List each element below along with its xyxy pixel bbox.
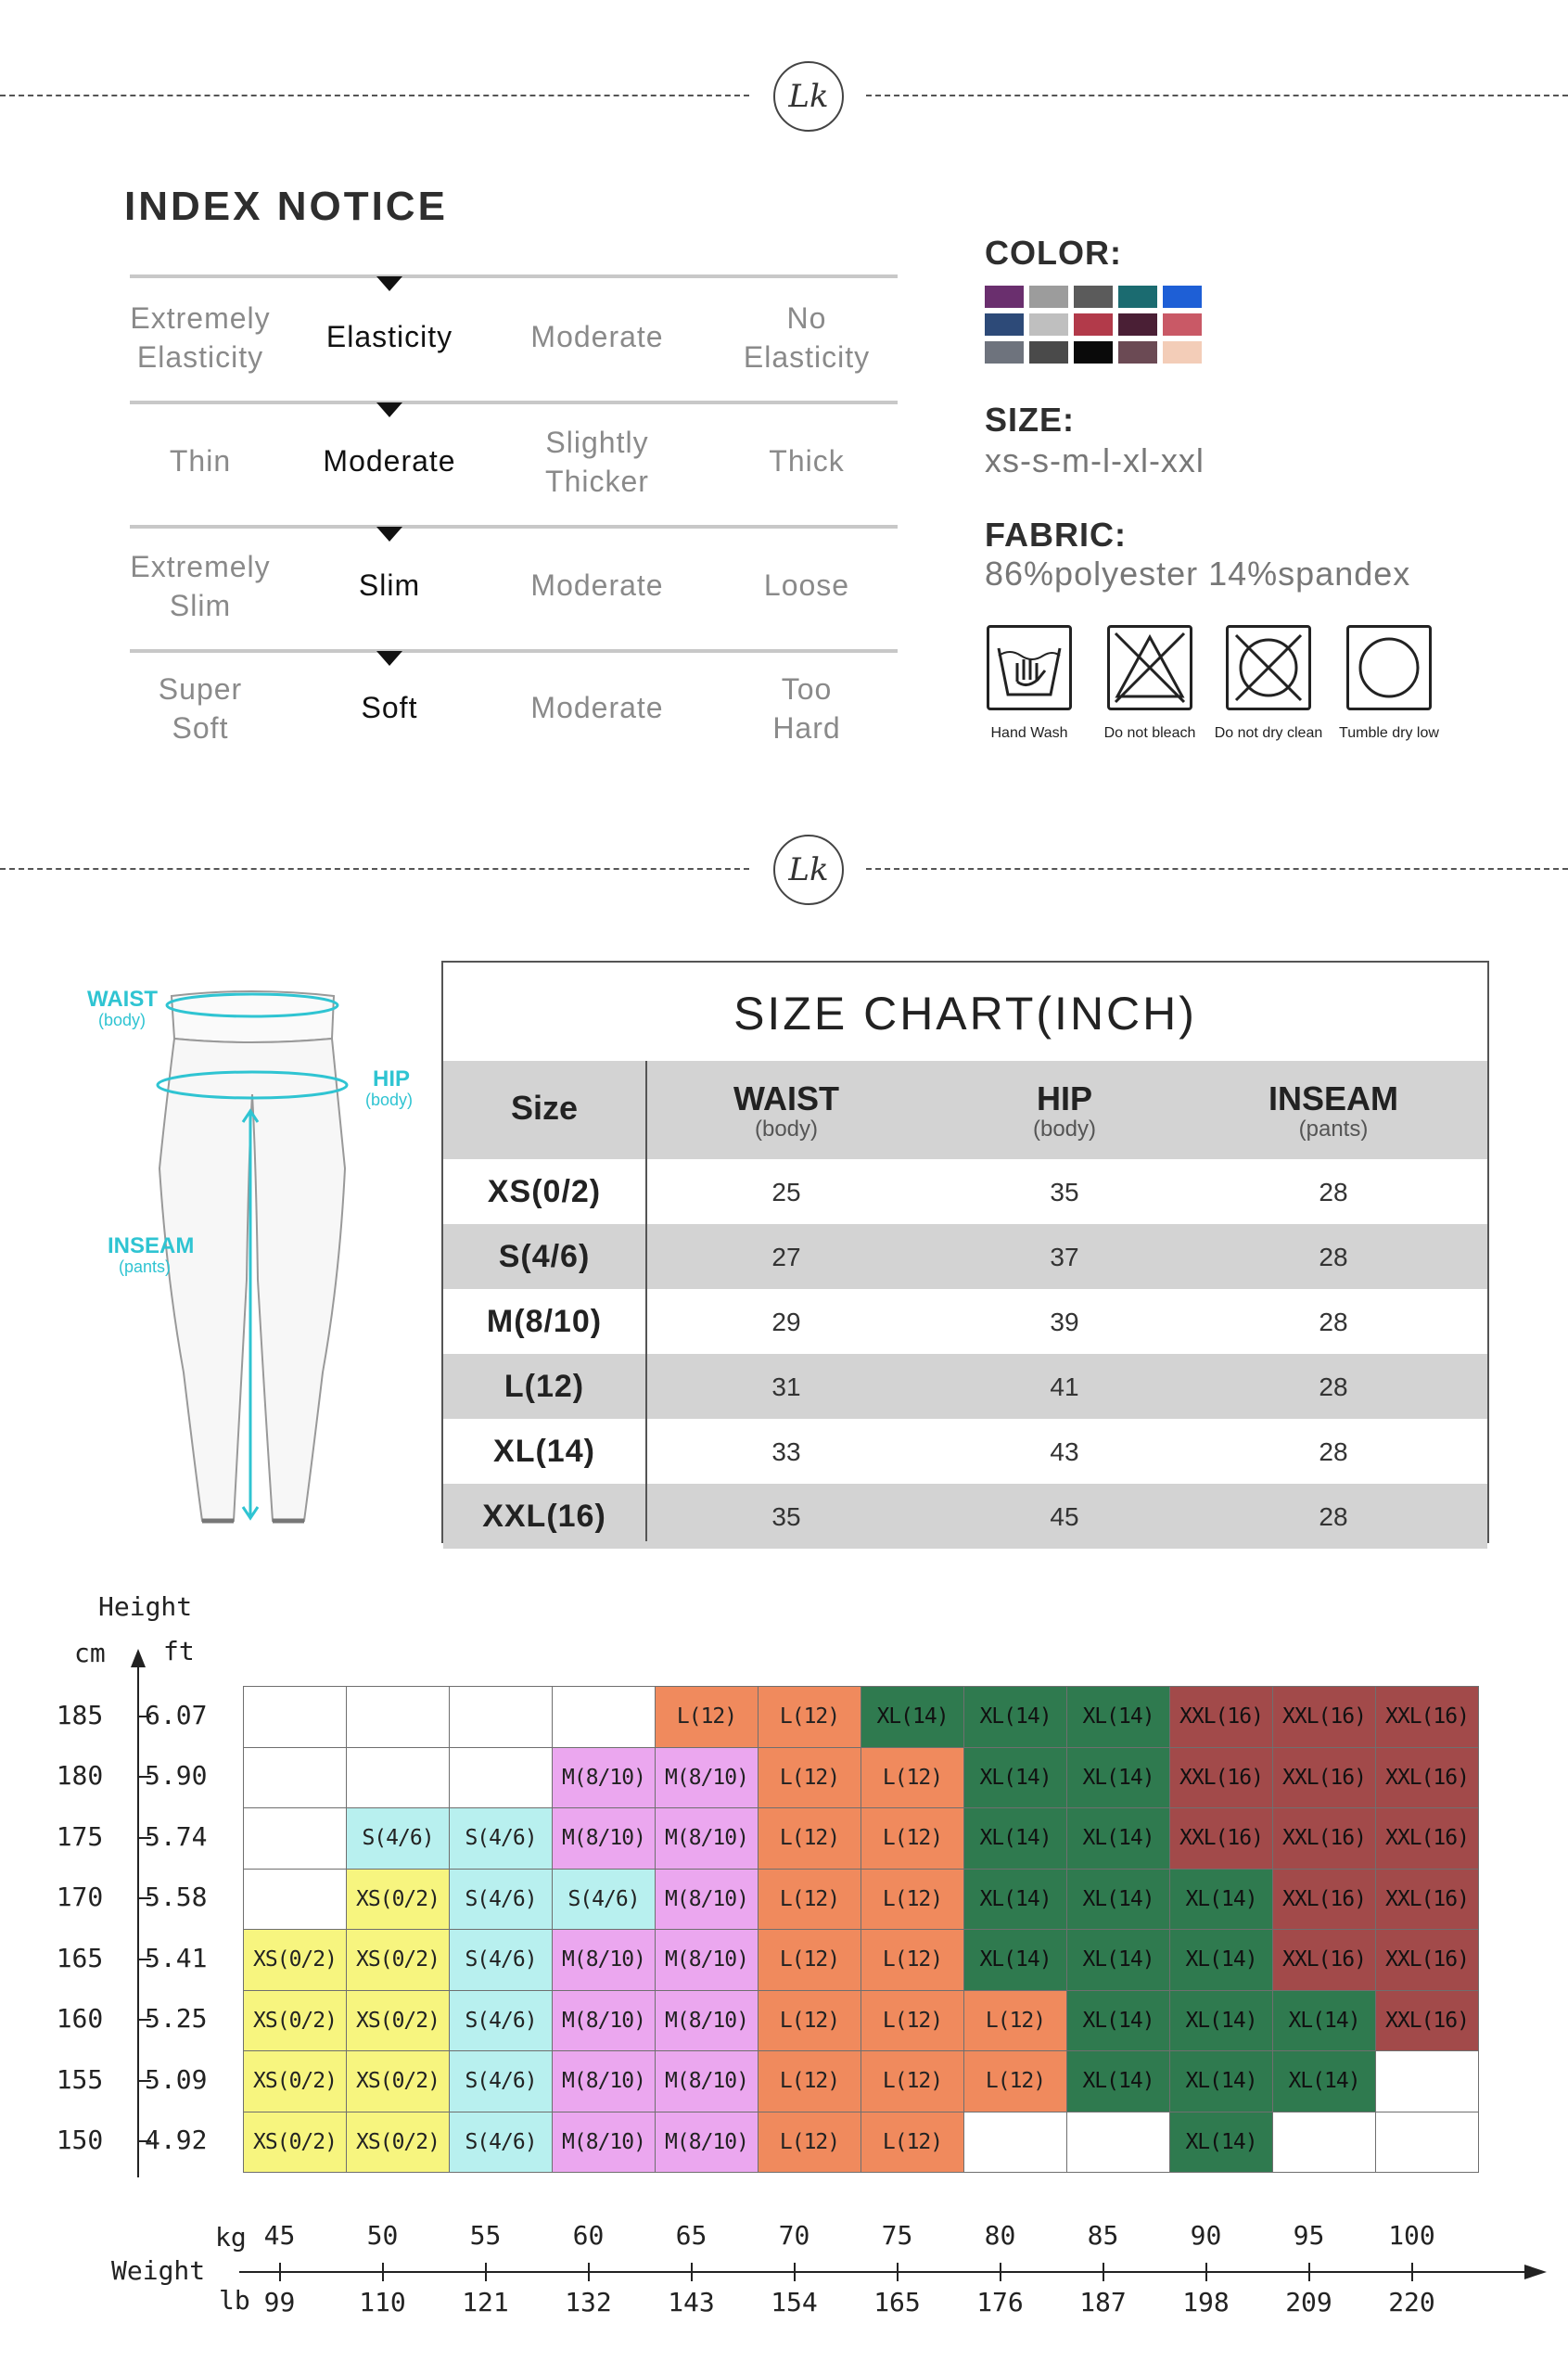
hip-cell: 37 [1050, 1243, 1079, 1271]
grid-cell: L(12) [758, 1747, 861, 1809]
height-ft-tick: 4.92 [145, 2125, 208, 2156]
size-cell: S(4/6) [498, 1239, 591, 1274]
grid-cell: XL(14) [1066, 1686, 1170, 1748]
height-ft-tick: 5.58 [145, 1882, 208, 1913]
selected-indicator-icon [376, 527, 402, 542]
grid-cell: L(12) [758, 1990, 861, 2052]
index-option: Moderate [530, 320, 664, 353]
grid-cell [449, 1747, 553, 1809]
hip-cell: 45 [1050, 1502, 1079, 1531]
index-option: Thin [169, 444, 232, 478]
color-swatch [1118, 286, 1157, 308]
index-option: Super Soft [158, 672, 243, 745]
grid-cell: XL(14) [1066, 1990, 1170, 2052]
index-row-line [130, 274, 898, 278]
selected-indicator-icon [376, 402, 402, 417]
grid-cell: XL(14) [1066, 1807, 1170, 1870]
inseam-cell: 28 [1319, 1502, 1348, 1531]
waist-label: WAIST [87, 987, 158, 1012]
grid-cell: S(4/6) [449, 1807, 553, 1870]
weight-tick-mark [1205, 2263, 1207, 2281]
grid-cell: XL(14) [1066, 1869, 1170, 1931]
index-row-line [130, 401, 898, 404]
size-column-divider [645, 1061, 647, 1541]
grid-cell [346, 1686, 450, 1748]
table-row [443, 1419, 1487, 1484]
weight-lb-tick: 99 [263, 2287, 296, 2317]
color-swatch [1163, 341, 1202, 364]
color-swatch [985, 341, 1024, 364]
weight-lb-tick: 132 [565, 2287, 612, 2317]
grid-cell: XS(0/2) [346, 2050, 450, 2112]
size-label: SIZE: [985, 401, 1076, 439]
color-swatch [1163, 313, 1202, 336]
grid-cell: L(12) [860, 1747, 964, 1809]
grid-cell: M(8/10) [655, 1929, 759, 1991]
grid-cell: M(8/10) [655, 2050, 759, 2112]
grid-cell: L(12) [860, 2112, 964, 2174]
grid-cell: XL(14) [1169, 1869, 1273, 1931]
index-option: Slightly Thicker [545, 426, 649, 498]
header-inseam-sub: (pants) [1298, 1117, 1369, 1142]
table-row [443, 1484, 1487, 1549]
grid-cell: XS(0/2) [346, 1869, 450, 1931]
lb-unit-label: lb [219, 2285, 250, 2316]
index-option: Soft [361, 691, 418, 724]
care-label-hand-wash: Hand Wash [990, 725, 1068, 741]
grid-cell: L(12) [758, 1807, 861, 1870]
inseam-sub-label: (pants) [119, 1257, 172, 1276]
weight-lb-tick: 165 [873, 2287, 921, 2317]
header-hip-sub: (body) [1032, 1117, 1097, 1142]
header-size: Size [510, 1089, 579, 1127]
grid-cell: XL(14) [1169, 2050, 1273, 2112]
grid-cell: XXL(16) [1375, 1990, 1479, 2052]
table-row [443, 1289, 1487, 1354]
weight-tick-mark [588, 2263, 590, 2281]
header-hip: HIP [1036, 1079, 1092, 1117]
grid-cell: L(12) [860, 1869, 964, 1931]
weight-lb-tick: 187 [1079, 2287, 1127, 2317]
divider-right-mid [866, 868, 1568, 870]
grid-cell: XXL(16) [1375, 1686, 1479, 1748]
hip-label: HIP [373, 1066, 411, 1091]
color-swatch [985, 286, 1024, 308]
size-cell: XL(14) [493, 1434, 595, 1469]
grid-cell [449, 1686, 553, 1748]
color-swatch [1118, 341, 1157, 364]
grid-cell [552, 1686, 656, 1748]
size-cell: XS(0/2) [487, 1174, 602, 1209]
grid-cell: XS(0/2) [346, 2112, 450, 2174]
grid-cell: XS(0/2) [243, 2112, 347, 2174]
grid-cell: L(12) [963, 2050, 1067, 2112]
grid-cell: XS(0/2) [243, 1929, 347, 1991]
grid-cell: M(8/10) [552, 1747, 656, 1809]
height-cm-tick: 165 [56, 1942, 104, 1973]
grid-cell: XXL(16) [1272, 1807, 1376, 1870]
weight-tick-mark [794, 2263, 796, 2281]
height-axis-label: Height [98, 1591, 193, 1622]
do-not-bleach-icon [1107, 625, 1192, 710]
grid-cell: XL(14) [1066, 1929, 1170, 1991]
inseam-cell: 28 [1319, 1243, 1348, 1271]
weight-lb-tick: 198 [1182, 2287, 1230, 2317]
brand-logo-text: Lk [788, 851, 829, 888]
tumble-dry-low-icon [1346, 625, 1432, 710]
grid-cell: XXL(16) [1169, 1686, 1273, 1748]
index-option: Elasticity [325, 320, 453, 353]
weight-lb-tick: 209 [1285, 2287, 1332, 2317]
grid-cell: XXL(16) [1272, 1747, 1376, 1809]
weight-kg-tick: 95 [1293, 2220, 1325, 2251]
grid-cell: S(4/6) [449, 1990, 553, 2052]
weight-lb-tick: 143 [668, 2287, 715, 2317]
color-swatch [1074, 286, 1113, 308]
index-option: Too Hard [772, 672, 841, 745]
size-cell: M(8/10) [486, 1304, 603, 1339]
color-label: COLOR: [985, 234, 1122, 272]
grid-cell: M(8/10) [552, 2112, 656, 2174]
grid-cell: XL(14) [1169, 2112, 1273, 2174]
waist-cell: 27 [771, 1243, 801, 1271]
weight-tick-mark [1308, 2263, 1310, 2281]
grid-cell: XL(14) [963, 1807, 1067, 1870]
inseam-cell: 28 [1319, 1437, 1348, 1466]
size-value: xs-s-m-l-xl-xxl [985, 441, 1205, 479]
care-label-tumble-dry: Tumble dry low [1339, 725, 1439, 741]
grid-cell: M(8/10) [655, 1807, 759, 1870]
selected-indicator-icon [376, 276, 402, 291]
divider-left-top [0, 95, 749, 96]
header-waist-sub: (body) [754, 1117, 819, 1142]
divider-right-top [866, 95, 1568, 96]
index-option: Slim [358, 568, 421, 602]
grid-cell: L(12) [758, 2112, 861, 2174]
weight-tick-mark [382, 2263, 384, 2281]
grid-cell [243, 1869, 347, 1931]
grid-cell: L(12) [655, 1686, 759, 1748]
grid-cell: XL(14) [963, 1686, 1067, 1748]
weight-axis-label: Weight [111, 2255, 206, 2286]
grid-cell [243, 1747, 347, 1809]
grid-cell: XL(14) [963, 1929, 1067, 1991]
hip-cell: 35 [1050, 1178, 1079, 1206]
size-chart-title: SIZE CHART(INCH) [733, 988, 1197, 1040]
weight-tick-mark [485, 2263, 487, 2281]
grid-cell: XXL(16) [1272, 1869, 1376, 1931]
weight-kg-tick: 55 [469, 2220, 502, 2251]
height-ft-tick: 6.07 [145, 1699, 208, 1730]
waist-cell: 25 [771, 1178, 801, 1206]
height-cm-tick: 185 [56, 1699, 104, 1730]
grid-cell: M(8/10) [655, 1869, 759, 1931]
weight-kg-tick: 65 [675, 2220, 708, 2251]
grid-cell: XXL(16) [1169, 1807, 1273, 1870]
do-not-dry-clean-icon [1226, 625, 1311, 710]
height-ft-tick: 5.74 [145, 1820, 208, 1852]
brand-logo-mid [773, 835, 844, 905]
index-option: Thick [769, 444, 845, 478]
color-swatch [985, 313, 1024, 336]
grid-cell: S(4/6) [449, 1869, 553, 1931]
height-ft-tick: 5.25 [145, 2003, 208, 2035]
grid-cell: XS(0/2) [346, 1929, 450, 1991]
care-label-no-dry-clean: Do not dry clean [1214, 725, 1323, 741]
kg-unit-label: kg [215, 2222, 247, 2253]
color-swatch [1074, 313, 1113, 336]
waist-sub-label: (body) [98, 1011, 147, 1029]
grid-cell: M(8/10) [552, 1807, 656, 1870]
grid-cell: XXL(16) [1272, 1929, 1376, 1991]
color-swatch [1029, 286, 1068, 308]
care-label-no-bleach: Do not bleach [1103, 725, 1196, 741]
weight-kg-tick: 45 [263, 2220, 296, 2251]
grid-cell: XL(14) [1066, 2050, 1170, 2112]
index-option: No Elasticity [743, 301, 871, 374]
weight-kg-tick: 60 [572, 2220, 605, 2251]
waist-cell: 29 [771, 1308, 801, 1336]
fabric-label: FABRIC: [985, 516, 1127, 554]
weight-kg-tick: 80 [984, 2220, 1016, 2251]
weight-kg-tick: 70 [778, 2220, 810, 2251]
table-row [443, 1159, 1487, 1224]
inseam-label: INSEAM [108, 1233, 195, 1258]
height-ft-tick: 5.09 [145, 2063, 208, 2095]
grid-cell: S(4/6) [346, 1807, 450, 1870]
cm-unit-label: cm [74, 1638, 106, 1668]
header-waist: WAIST [733, 1079, 839, 1117]
grid-cell: S(4/6) [449, 2050, 553, 2112]
waist-cell: 31 [771, 1372, 801, 1401]
grid-cell [1066, 2112, 1170, 2174]
weight-kg-tick: 85 [1087, 2220, 1119, 2251]
grid-cell: S(4/6) [449, 1929, 553, 1991]
color-swatch [1029, 341, 1068, 364]
height-cm-tick: 170 [56, 1882, 104, 1913]
weight-kg-tick: 100 [1388, 2220, 1435, 2251]
grid-cell: S(4/6) [449, 2112, 553, 2174]
size-cell: L(12) [504, 1369, 585, 1404]
height-cm-tick: 160 [56, 2003, 104, 2035]
inseam-cell: 28 [1319, 1372, 1348, 1401]
fabric-value: 86%polyester 14%spandex [985, 555, 1411, 593]
ft-unit-label: ft [163, 1636, 195, 1666]
grid-cell: M(8/10) [655, 1990, 759, 2052]
grid-cell: S(4/6) [552, 1869, 656, 1931]
height-cm-tick: 180 [56, 1760, 104, 1792]
color-swatch [1163, 286, 1202, 308]
weight-kg-tick: 75 [881, 2220, 913, 2251]
brand-logo-top [773, 61, 844, 132]
grid-cell: XXL(16) [1375, 1869, 1479, 1931]
grid-cell: L(12) [758, 2050, 861, 2112]
weight-lb-tick: 176 [976, 2287, 1024, 2317]
grid-cell: L(12) [860, 1929, 964, 1991]
grid-cell: L(12) [758, 1929, 861, 1991]
grid-cell: XL(14) [1272, 2050, 1376, 2112]
grid-cell: L(12) [963, 1990, 1067, 2052]
grid-cell: XS(0/2) [243, 2050, 347, 2112]
index-option: Loose [763, 568, 850, 602]
weight-tick-mark [1103, 2263, 1104, 2281]
grid-cell: XXL(16) [1169, 1747, 1273, 1809]
weight-kg-tick: 50 [366, 2220, 399, 2251]
hip-cell: 43 [1050, 1437, 1079, 1466]
grid-cell [1375, 2050, 1479, 2112]
weight-tick-mark [279, 2263, 281, 2281]
weight-tick-mark [897, 2263, 899, 2281]
hand-wash-icon [987, 625, 1072, 710]
weight-lb-tick: 121 [462, 2287, 509, 2317]
grid-cell [243, 1807, 347, 1870]
grid-cell: M(8/10) [655, 1747, 759, 1809]
weight-lb-tick: 110 [359, 2287, 406, 2317]
hip-sub-label: (body) [365, 1091, 414, 1109]
divider-left-mid [0, 868, 749, 870]
weight-lb-tick: 220 [1388, 2287, 1435, 2317]
table-row [443, 1224, 1487, 1289]
weight-tick-mark [1000, 2263, 1001, 2281]
color-swatch [1118, 313, 1157, 336]
grid-cell: L(12) [860, 1807, 964, 1870]
size-chart-table [441, 961, 1489, 1543]
index-row-line [130, 649, 898, 653]
color-swatch [1074, 341, 1113, 364]
grid-cell: XL(14) [1066, 1747, 1170, 1809]
selected-indicator-icon [376, 651, 402, 666]
inseam-cell: 28 [1319, 1308, 1348, 1336]
size-cell: XXL(16) [482, 1499, 606, 1534]
grid-cell: XL(14) [963, 1747, 1067, 1809]
index-option: Moderate [323, 444, 456, 478]
grid-cell: XL(14) [860, 1686, 964, 1748]
grid-cell [243, 1686, 347, 1748]
grid-cell: L(12) [860, 1990, 964, 2052]
hip-cell: 41 [1050, 1372, 1079, 1401]
waist-cell: 33 [771, 1437, 801, 1466]
inseam-cell: 28 [1319, 1178, 1348, 1206]
grid-cell: XXL(16) [1272, 1686, 1376, 1748]
height-cm-tick: 155 [56, 2063, 104, 2095]
grid-cell: L(12) [758, 1686, 861, 1748]
weight-kg-tick: 90 [1190, 2220, 1222, 2251]
grid-cell: XS(0/2) [243, 1990, 347, 2052]
brand-logo-text: Lk [788, 78, 829, 115]
weight-tick-mark [1411, 2263, 1413, 2281]
grid-cell: XL(14) [963, 1869, 1067, 1931]
grid-cell: XXL(16) [1375, 1747, 1479, 1809]
grid-cell [963, 2112, 1067, 2174]
grid-cell: L(12) [860, 2050, 964, 2112]
grid-cell: M(8/10) [552, 2050, 656, 2112]
grid-cell: XL(14) [1272, 1990, 1376, 2052]
index-option: Moderate [530, 568, 664, 602]
height-ft-tick: 5.41 [145, 1942, 208, 1973]
header-inseam: INSEAM [1268, 1079, 1398, 1117]
color-swatch [1029, 313, 1068, 336]
grid-cell [346, 1747, 450, 1809]
grid-cell: XS(0/2) [346, 1990, 450, 2052]
height-cm-tick: 150 [56, 2125, 104, 2156]
grid-cell: M(8/10) [552, 1929, 656, 1991]
grid-cell: XL(14) [1169, 1929, 1273, 1991]
grid-cell: XL(14) [1169, 1990, 1273, 2052]
waist-cell: 35 [771, 1502, 801, 1531]
grid-cell [1272, 2112, 1376, 2174]
grid-cell: XXL(16) [1375, 1929, 1479, 1991]
height-cm-tick: 175 [56, 1820, 104, 1852]
index-row-line [130, 525, 898, 529]
index-notice-title: INDEX NOTICE [124, 184, 448, 229]
height-ft-tick: 5.90 [145, 1760, 208, 1792]
index-option: Extremely Elasticity [130, 301, 271, 374]
hip-cell: 39 [1050, 1308, 1079, 1336]
size-chart-header-row [443, 1061, 1487, 1159]
grid-cell: M(8/10) [655, 2112, 759, 2174]
grid-cell: XXL(16) [1375, 1807, 1479, 1870]
index-option: Moderate [530, 691, 664, 724]
weight-lb-tick: 154 [771, 2287, 818, 2317]
grid-cell: M(8/10) [552, 1990, 656, 2052]
index-option: Extremely Slim [130, 550, 271, 622]
grid-cell [1375, 2112, 1479, 2174]
grid-cell: L(12) [758, 1869, 861, 1931]
table-row [443, 1354, 1487, 1419]
weight-tick-mark [691, 2263, 693, 2281]
